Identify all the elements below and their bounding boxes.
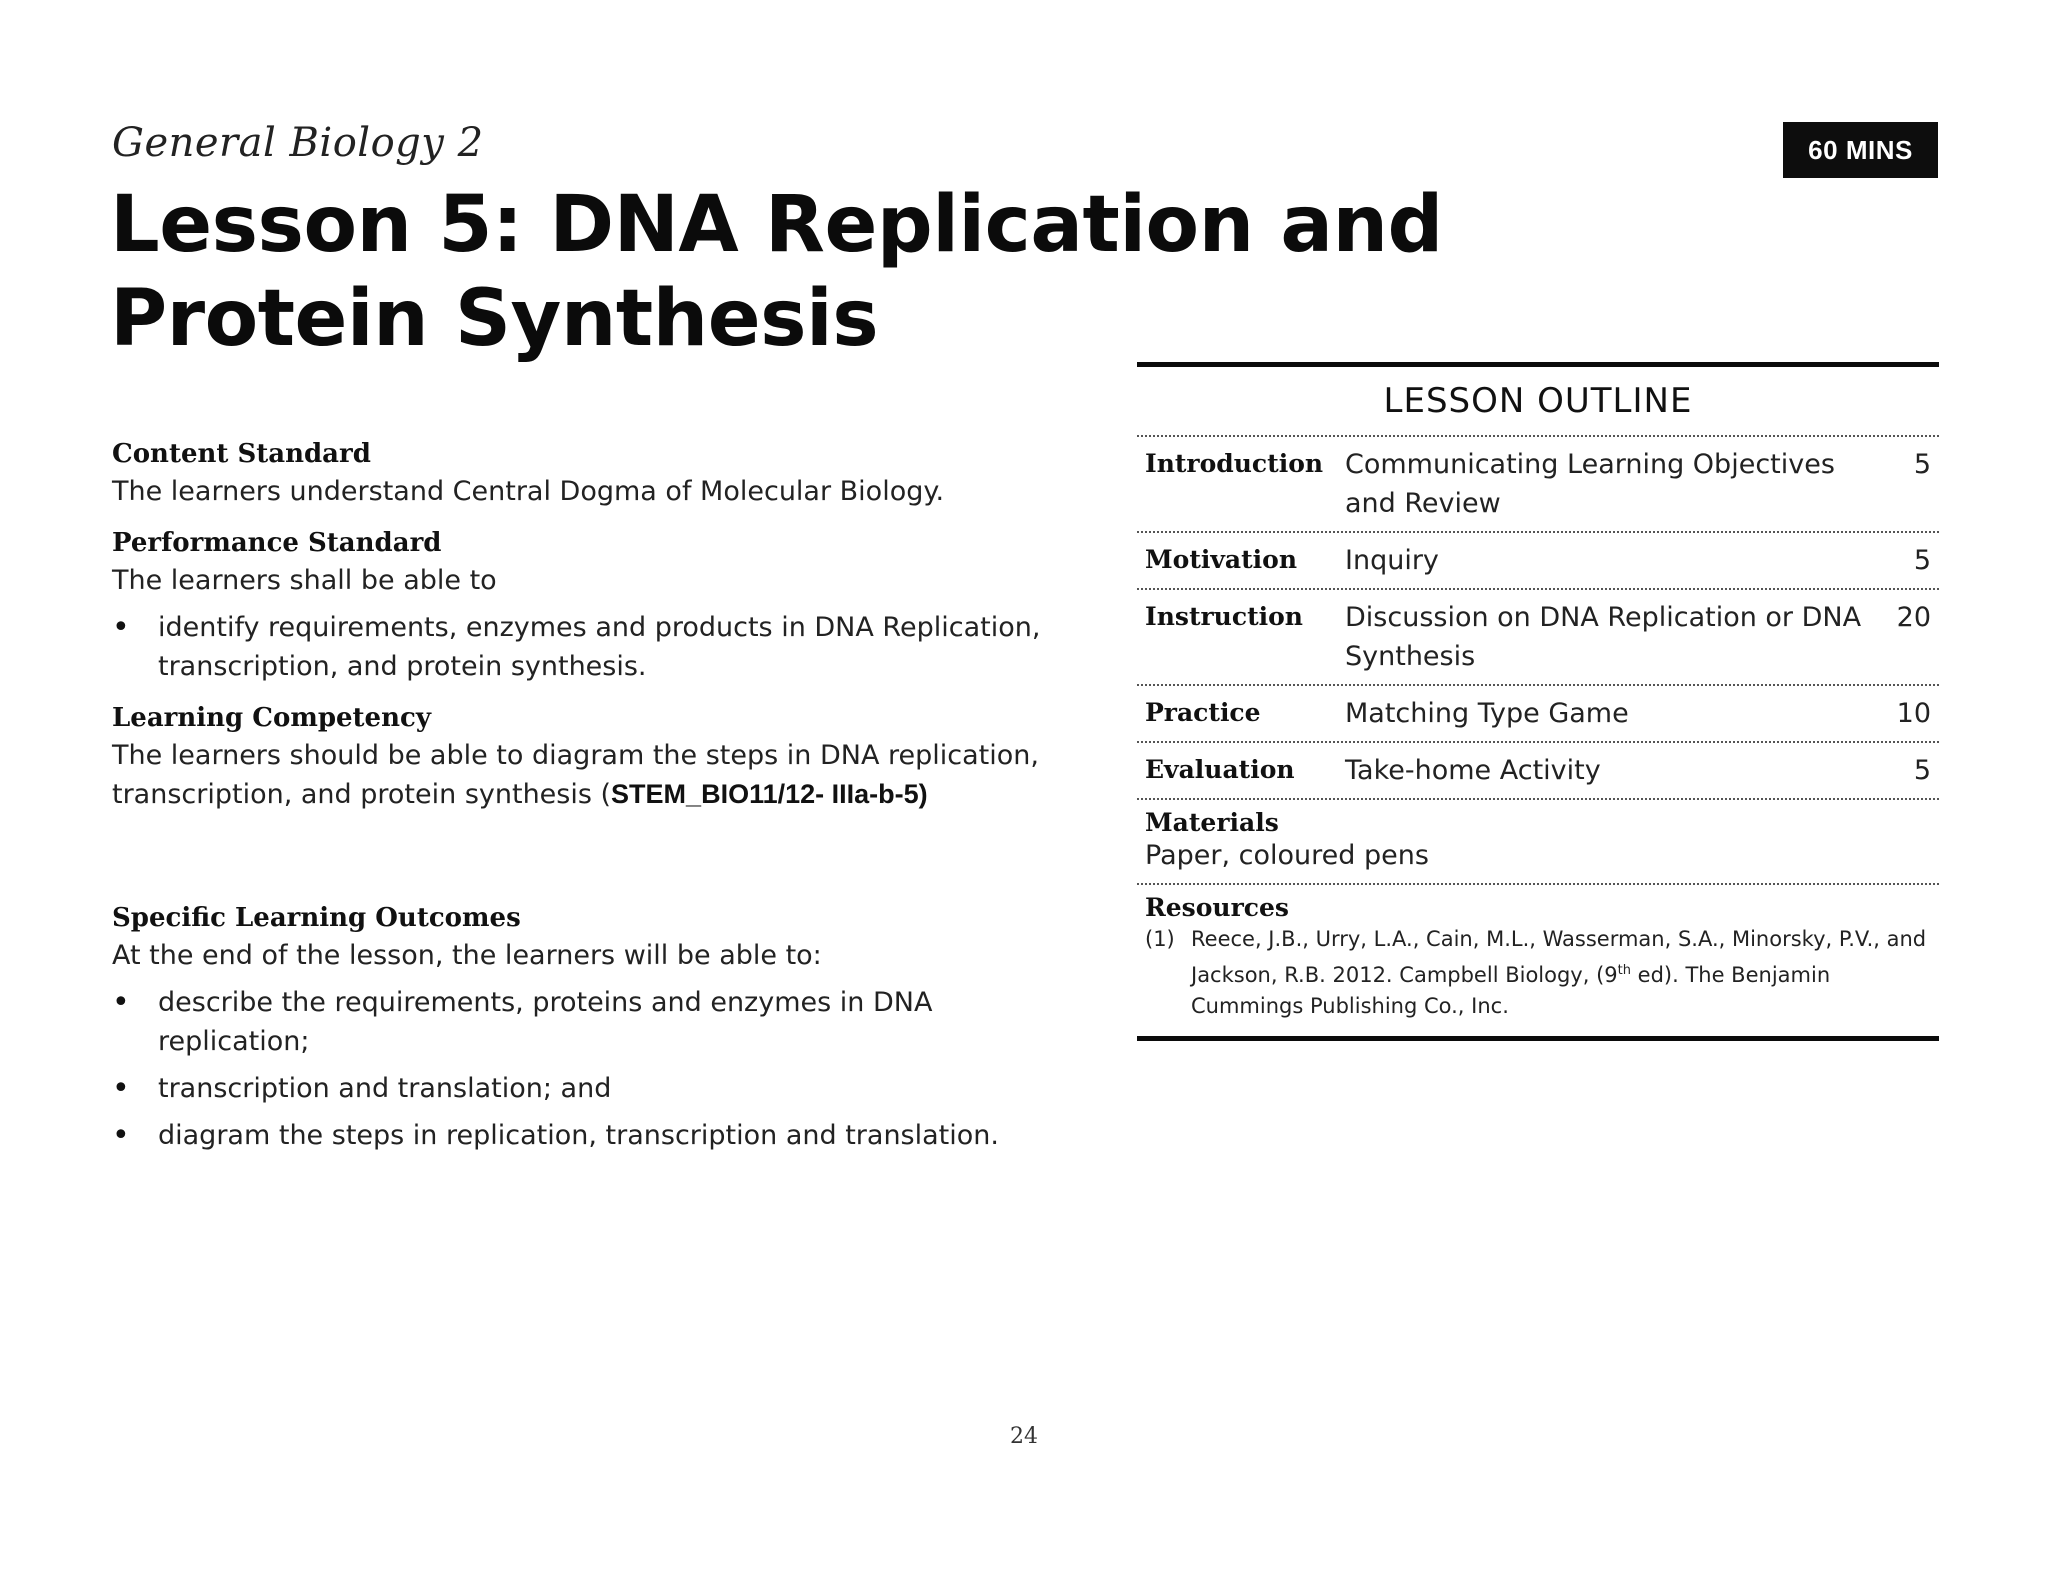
row-minutes: 5 [1913,545,1931,576]
row-label: Motivation [1145,545,1298,574]
row-activity: Take-home Activity [1345,755,1601,786]
reference-text-part: ed). The Benjamin Cummings Publishing Co., Inc. [1191,963,1831,1018]
materials-label: Materials [1145,808,1279,837]
subject-label: General Biology 2 [112,120,484,166]
learning-competency-heading: Learning Competency [112,703,431,733]
outline-row-introduction [1137,437,1939,531]
outcomes-intro: At the end of the lesson, the learners will be able to: [112,940,822,971]
content-standard-text: The learners understand Central Dogma of Molecular Biology. [112,476,945,507]
content-standard-heading: Content Standard [112,439,371,469]
list-item: • identify requirements, enzymes and products in DNA Replication, transcription, and protein synthesis. [112,608,1062,686]
row-label: Introduction [1145,449,1324,478]
content-standard-section [112,436,1062,511]
outline-row-practice [1137,686,1939,741]
learning-competency-sentence: The learners should be able to diagram the steps in DNA replication, transcription, and protein synthesis ( [112,740,1039,810]
reference-superscript: th [1617,963,1631,978]
reference-text-part: Reece, J.B., Urry, L.A., Cain, M.L., Wasserman, S.A., Minorsky, P.V., and Jackson, R.B. 2012. Campbell Biology, (9 [1191,927,1927,987]
row-activity: Inquiry [1345,545,1439,576]
outcomes-heading: Specific Learning Outcomes [112,903,521,933]
row-minutes: 10 [1896,698,1931,729]
competency-code: STEM_BIO11/12- IIIa-b-5) [611,779,928,809]
row-label: Practice [1145,698,1261,727]
outcomes-list [112,983,1062,1155]
list-item: • diagram the steps in replication, transcription and translation. [112,1116,1062,1155]
materials-text: Paper, coloured pens [1145,840,1429,871]
row-minutes: 20 [1896,602,1931,633]
row-activity: Matching Type Game [1345,698,1629,729]
lesson-outline-table [1137,362,1939,1041]
outline-row-evaluation [1137,743,1939,798]
performance-standard-heading: Performance Standard [112,528,442,558]
row-minutes: 5 [1913,449,1931,480]
outcomes-section [112,900,1062,1155]
performance-standard-section [112,525,1062,686]
learning-competency-section [112,700,1062,814]
lesson-title: Lesson 5: DNA Replication and Protein Synthesis [110,180,1443,364]
outline-row-instruction [1137,590,1939,684]
performance-standard-intro: The learners shall be able to [112,565,497,596]
reference-number: (1) [1145,927,1175,951]
list-item: • transcription and translation; and [112,1069,1062,1108]
performance-standard-list [112,608,1062,686]
outline-title: LESSON OUTLINE [1383,381,1693,421]
page-number: 24 [1010,1424,1038,1449]
row-activity: Communicating Learning Objectives and Review [1345,449,1835,519]
learning-competency-text [112,736,1062,814]
resources-label: Resources [1145,893,1289,922]
duration-badge: 60 MINS [1783,122,1938,178]
row-activity: Discussion on DNA Replication or DNA Synthesis [1345,602,1862,672]
reference-text [1191,924,1931,1022]
row-label: Instruction [1145,602,1303,631]
standards-column [112,436,1062,1169]
outline-row-motivation [1137,533,1939,588]
list-item: • describe the requirements, proteins and enzymes in DNA replication; [112,983,1062,1061]
row-label: Evaluation [1145,755,1295,784]
reference-item [1145,924,1931,1022]
resources-block [1137,885,1939,1030]
materials-block [1137,800,1939,883]
row-minutes: 5 [1913,755,1931,786]
bottom-rule [1137,1036,1939,1041]
